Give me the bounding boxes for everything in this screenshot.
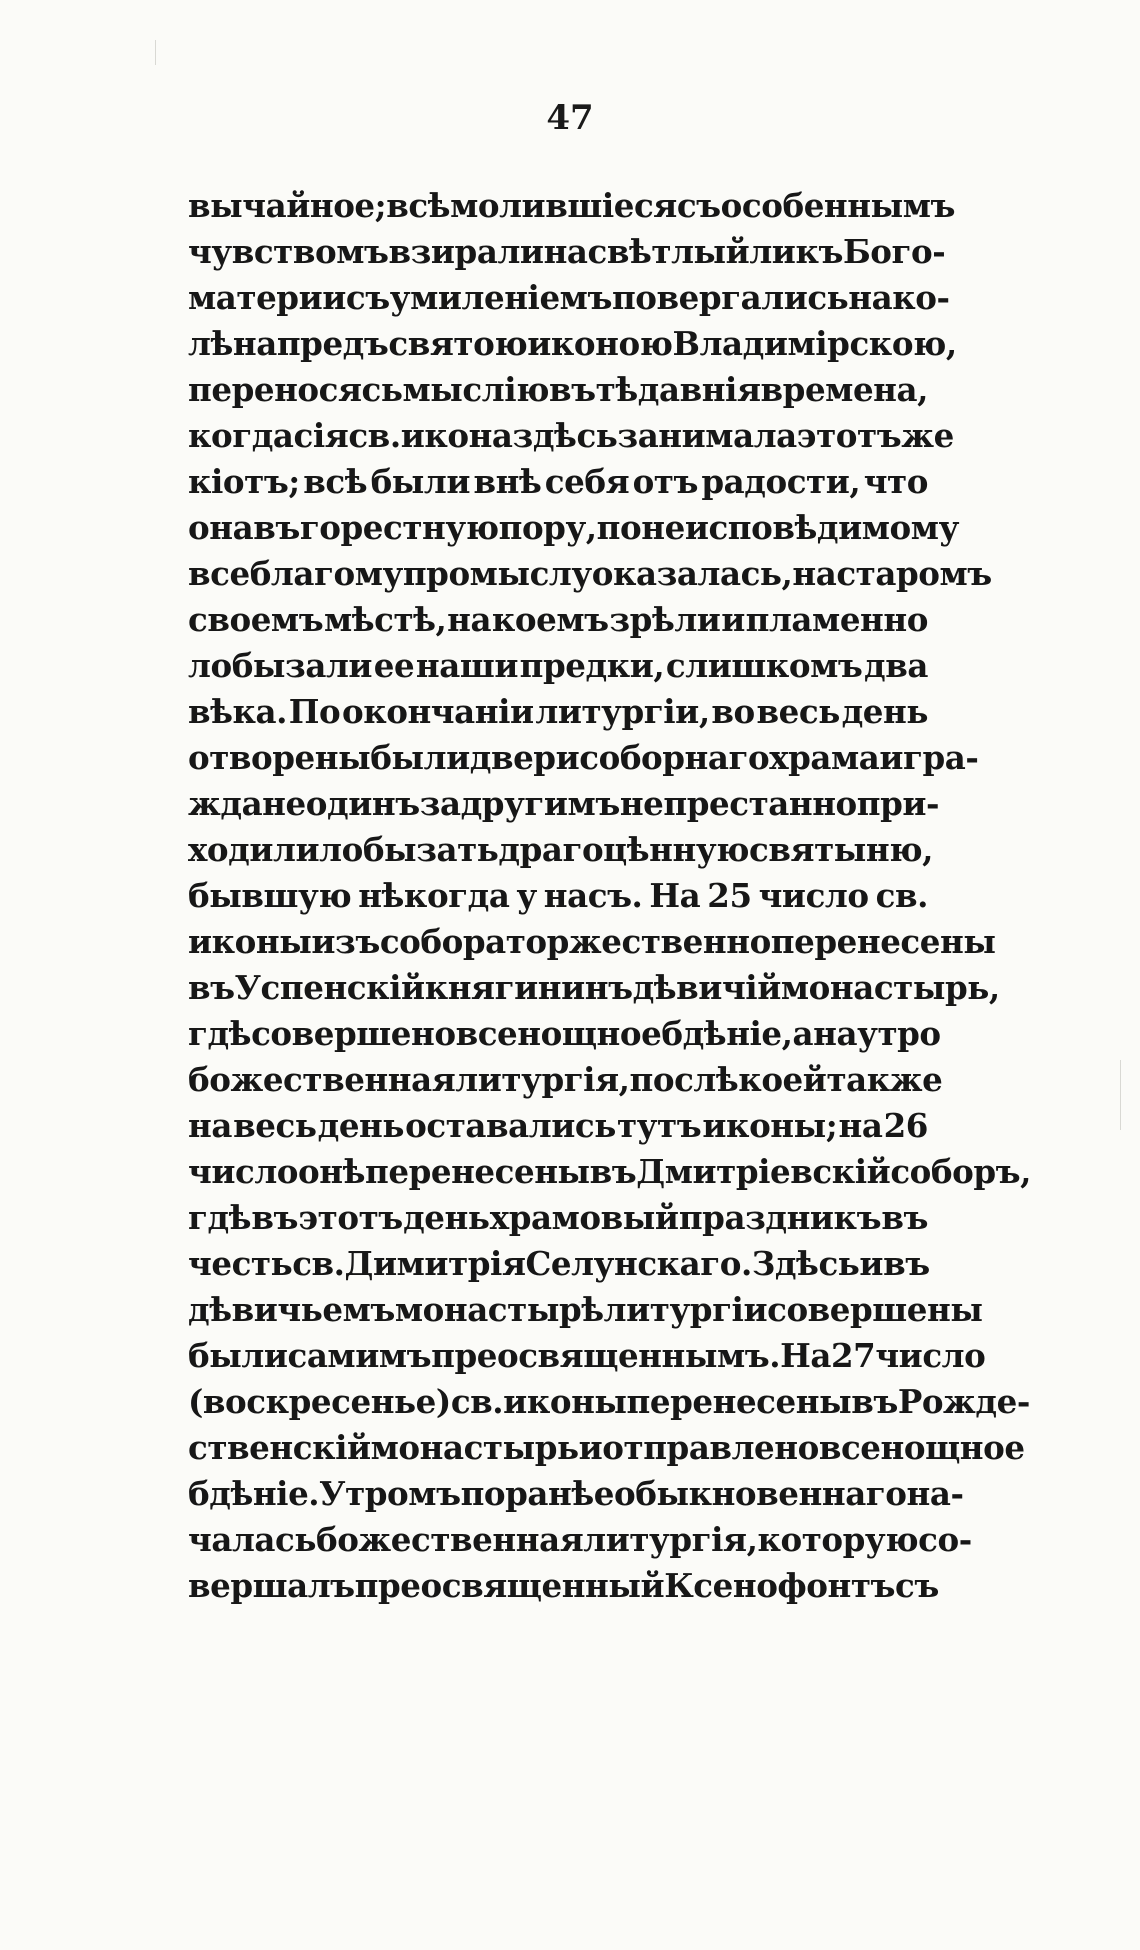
text-word: гра- <box>903 738 979 777</box>
text-line <box>188 689 928 735</box>
text-word: всенощное <box>455 1014 662 1053</box>
text-word: зрѣли <box>609 600 721 639</box>
text-word: тутъ <box>617 1106 702 1145</box>
text-word: она <box>188 508 254 547</box>
text-word: Успенскій <box>234 968 425 1007</box>
text-word: По <box>288 692 341 731</box>
text-word: собора <box>379 922 506 961</box>
text-word: св. <box>348 416 401 455</box>
text-word: умиленіемъ <box>389 278 612 317</box>
text-word: на <box>447 600 492 639</box>
text-line <box>188 459 928 505</box>
text-word: Селунскаго. <box>525 1244 752 1283</box>
text-word: преосвященный <box>354 1566 665 1605</box>
text-word: кіотъ; <box>188 462 300 501</box>
text-word: божественная <box>315 1520 584 1559</box>
text-word: здѣсь <box>512 416 618 455</box>
text-line <box>188 643 928 689</box>
text-word: литургіи, <box>535 692 710 731</box>
text-word: ликъ <box>749 232 843 271</box>
text-word: отворены <box>188 738 371 777</box>
text-word: тѣ <box>595 370 638 409</box>
text-word: въ <box>549 370 596 409</box>
text-word: на <box>792 554 837 593</box>
text-word: и <box>721 600 745 639</box>
text-line <box>188 1011 941 1057</box>
text-word: дѣвичій <box>632 968 781 1007</box>
text-word: пору, <box>498 508 597 547</box>
text-word: Рожде- <box>897 1382 1030 1421</box>
text-word: старомъ <box>836 554 992 593</box>
left-margin-mark <box>155 40 156 65</box>
text-word: неисповѣдимому <box>641 508 959 547</box>
text-line <box>188 827 933 873</box>
text-word: Дмитріевскій <box>636 1152 891 1191</box>
text-word: литургіи <box>603 1290 768 1329</box>
text-word: въ <box>881 1198 928 1237</box>
text-word: 26 <box>883 1106 928 1145</box>
text-word: поранѣе <box>460 1474 614 1513</box>
text-word: св. <box>292 1244 345 1283</box>
page-number: 47 <box>546 98 594 138</box>
text-word: молившіеся <box>450 186 677 225</box>
text-word: и <box>322 278 346 317</box>
text-word: весь <box>233 1106 317 1145</box>
text-word: свѣтлый <box>587 232 750 271</box>
text-word: самимъ <box>287 1336 432 1375</box>
text-word: со- <box>918 1520 972 1559</box>
text-line <box>188 367 928 413</box>
text-word: горестную <box>299 508 499 547</box>
text-word: княгининъ <box>424 968 633 1007</box>
text-word: монастырь <box>370 1428 579 1467</box>
text-word: перенесены <box>770 922 996 961</box>
text-line <box>188 505 959 551</box>
text-word: въ <box>253 508 300 547</box>
text-word: лѣна <box>188 324 277 363</box>
text-word: перенесены <box>626 1382 852 1421</box>
text-word: божественная <box>188 1060 456 1099</box>
text-word: насъ. <box>543 876 643 915</box>
text-word: Бого- <box>842 232 946 271</box>
text-line <box>188 965 1000 1011</box>
text-line <box>188 735 979 781</box>
text-word: бдѣніе, <box>661 1014 793 1053</box>
text-word: отъ <box>632 462 698 501</box>
text-word: на <box>848 278 893 317</box>
text-line <box>188 919 996 965</box>
text-word: 25 <box>707 876 752 915</box>
text-word: св. <box>450 1382 504 1421</box>
text-word: въ <box>188 968 235 1007</box>
text-word: были <box>370 738 470 777</box>
text-line <box>188 413 954 459</box>
text-word: въ <box>589 1152 637 1191</box>
text-word: дѣвичьемъ <box>188 1290 395 1329</box>
text-word: за <box>419 784 461 823</box>
text-word: соборнаго <box>579 738 770 777</box>
text-word: Владимірскою, <box>672 324 957 363</box>
text-word: лобызали <box>188 646 373 685</box>
text-line <box>188 1057 943 1103</box>
text-word: торжественно <box>505 922 771 961</box>
text-line <box>188 781 940 827</box>
text-word: ходили <box>188 830 320 869</box>
text-word: честь <box>188 1244 293 1283</box>
text-word: мѣстѣ, <box>323 600 447 639</box>
text-word: изъ <box>311 922 380 961</box>
text-word: храмовый <box>489 1198 679 1237</box>
text-word: день <box>403 1198 490 1237</box>
text-word: съ <box>345 278 390 317</box>
text-word: мыслію <box>402 370 549 409</box>
text-line <box>188 1103 928 1149</box>
text-word: число <box>188 1152 299 1191</box>
text-word: весь <box>756 692 840 731</box>
text-line <box>188 1517 972 1563</box>
text-word: слишкомъ <box>665 646 863 685</box>
text-word: на <box>543 232 588 271</box>
text-word: по <box>596 508 642 547</box>
text-word: съ <box>895 1566 939 1605</box>
text-word: и <box>578 1428 603 1467</box>
text-word: своемъ <box>188 600 324 639</box>
text-word: на <box>838 1106 883 1145</box>
text-word: день <box>841 692 928 731</box>
text-word: онѣ <box>298 1152 365 1191</box>
text-word: гдѣ <box>188 1198 252 1237</box>
text-word: литургія, <box>455 1060 630 1099</box>
text-word: 27 <box>831 1336 876 1375</box>
text-word: икона <box>400 416 513 455</box>
text-word: отправлено <box>602 1428 819 1467</box>
text-word: въ <box>883 1244 930 1283</box>
text-word: всѣ <box>386 186 451 225</box>
text-word: этотъ <box>796 416 902 455</box>
text-word: совершено <box>251 1014 456 1053</box>
text-word: всѣ <box>303 462 368 501</box>
text-line <box>188 275 950 321</box>
text-word: которую <box>757 1520 919 1559</box>
text-line <box>188 229 946 275</box>
text-word: нѣкогда <box>358 876 510 915</box>
text-word: соборъ, <box>890 1152 1031 1191</box>
text-word: гдѣ <box>188 1014 252 1053</box>
text-word: Ксенофонтъ <box>664 1566 896 1605</box>
text-word: На <box>649 876 701 915</box>
text-word: оказалась, <box>591 554 793 593</box>
text-line <box>188 597 928 643</box>
text-word: и <box>859 1244 884 1283</box>
text-word: были <box>188 1336 288 1375</box>
text-word: коемъ <box>491 600 609 639</box>
text-word: святою <box>388 324 528 363</box>
text-word: повергались <box>611 278 849 317</box>
text-line <box>188 1241 928 1287</box>
text-word: день <box>317 1106 404 1145</box>
text-line <box>188 1563 939 1609</box>
text-word: ждане <box>188 784 306 823</box>
text-word: вѣка. <box>188 692 288 731</box>
text-word: перенесены <box>365 1152 590 1191</box>
text-word: преосвященнымъ. <box>431 1336 781 1375</box>
text-word: монастырѣ <box>394 1290 604 1329</box>
text-word: во <box>711 692 755 731</box>
text-word: были <box>370 462 471 501</box>
text-word: а <box>792 1014 814 1053</box>
text-word: всеблагому <box>188 554 403 593</box>
text-word: послѣ <box>629 1060 739 1099</box>
text-word: давнія <box>637 370 761 409</box>
text-line <box>188 183 955 229</box>
text-word: св. <box>875 876 928 915</box>
text-word: иконы <box>503 1382 627 1421</box>
text-word: чувствомъ <box>188 232 389 271</box>
text-word: ственскій <box>188 1428 371 1467</box>
text-word: бдѣніе. <box>188 1474 320 1513</box>
text-word: съ <box>676 186 721 225</box>
text-word: праздникъ <box>678 1198 882 1237</box>
text-word: два <box>864 646 928 685</box>
text-word: другимъ <box>460 784 620 823</box>
text-word: занимала <box>617 416 797 455</box>
text-word: на- <box>906 1474 964 1513</box>
text-word: всенощное <box>818 1428 1025 1467</box>
text-word: предъ <box>276 324 389 363</box>
text-word: коей <box>738 1060 827 1099</box>
text-word: пламенно <box>745 600 928 639</box>
text-word: себя <box>544 462 630 501</box>
right-margin-mark <box>1120 1060 1121 1130</box>
text-word: одинъ <box>305 784 420 823</box>
text-word: же <box>901 416 954 455</box>
body-text <box>188 183 1031 1609</box>
text-word: непрестанно <box>619 784 857 823</box>
text-word: утро <box>857 1014 941 1053</box>
text-line <box>188 1379 1030 1425</box>
text-word: наши <box>415 646 518 685</box>
text-word: этотъ <box>298 1198 403 1237</box>
text-word: на <box>813 1014 858 1053</box>
text-word: радости, <box>701 462 861 501</box>
text-word: вершалъ <box>188 1566 355 1605</box>
text-word: иконою <box>527 324 673 363</box>
text-word: чалась <box>188 1520 316 1559</box>
text-word: монастырь, <box>780 968 1000 1007</box>
text-word: внѣ <box>473 462 542 501</box>
text-word: число <box>875 1336 986 1375</box>
text-line <box>188 551 992 597</box>
text-word: предки, <box>519 646 665 685</box>
text-word: матери <box>188 278 323 317</box>
text-word: На <box>780 1336 831 1375</box>
text-line <box>188 1333 986 1379</box>
text-word: въ <box>251 1198 299 1237</box>
text-line <box>188 1287 983 1333</box>
text-word: (воскресенье) <box>188 1382 451 1421</box>
text-word: что <box>863 462 928 501</box>
text-word: совершены <box>767 1290 983 1329</box>
text-word: у <box>516 876 537 915</box>
text-word: сія <box>293 416 349 455</box>
text-word: иконы <box>188 922 312 961</box>
text-line <box>188 1195 928 1241</box>
text-word: въ <box>851 1382 898 1421</box>
text-word: переносясь <box>188 370 403 409</box>
text-word: и <box>879 738 904 777</box>
text-word: окончаніи <box>341 692 534 731</box>
text-word: Здѣсь <box>751 1244 860 1283</box>
text-word: святыню, <box>749 830 933 869</box>
text-word: также <box>826 1060 943 1099</box>
text-word: промыслу <box>402 554 592 593</box>
text-word: число <box>758 876 869 915</box>
text-line <box>188 321 957 367</box>
text-line <box>188 1471 964 1517</box>
text-word: при- <box>856 784 940 823</box>
text-word: вычайное; <box>188 186 387 225</box>
text-line <box>188 873 928 919</box>
text-word: драгоцѣнную <box>498 830 750 869</box>
text-word: на <box>188 1106 232 1145</box>
text-word: обыкновеннаго <box>613 1474 907 1513</box>
text-word: взирали <box>388 232 544 271</box>
text-word: иконы; <box>702 1106 838 1145</box>
text-word: Димитрія <box>344 1244 526 1283</box>
text-word: Утромъ <box>319 1474 461 1513</box>
text-word: ко- <box>892 278 950 317</box>
text-word: оставались <box>405 1106 616 1145</box>
text-word: литургія, <box>583 1520 758 1559</box>
text-word: храма <box>769 738 880 777</box>
text-line <box>188 1425 1025 1471</box>
text-word: лобызать <box>319 830 499 869</box>
text-word: ее <box>373 646 415 685</box>
text-line <box>188 1149 1031 1195</box>
text-word: двери <box>469 738 580 777</box>
text-word: когда <box>188 416 294 455</box>
text-word: времена, <box>760 370 928 409</box>
text-word: особеннымъ <box>720 186 955 225</box>
text-word: бывшую <box>188 876 352 915</box>
